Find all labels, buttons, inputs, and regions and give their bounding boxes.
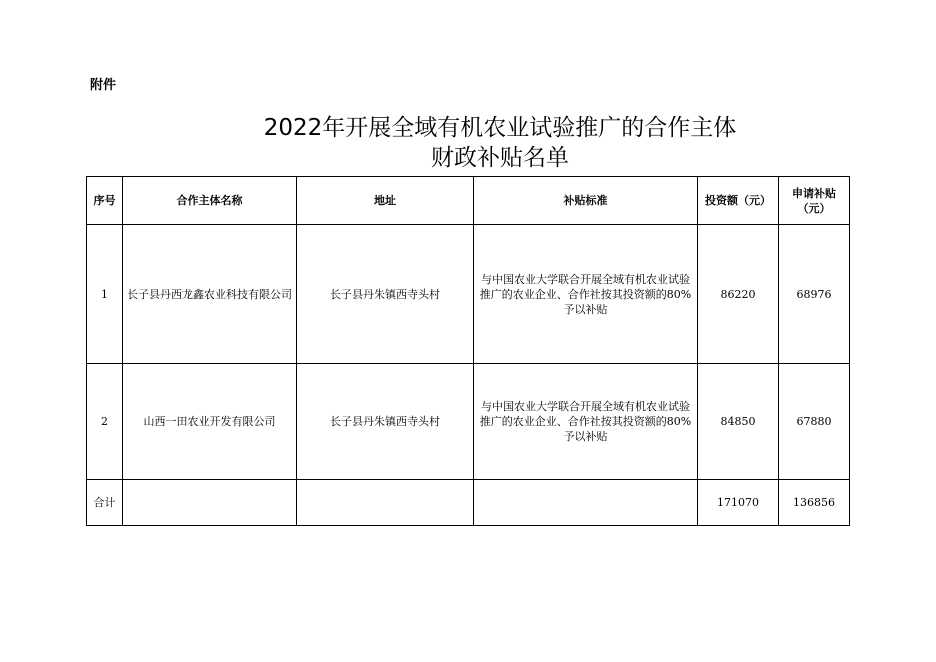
total-investment: 171070 [698,480,779,526]
row-index: 2 [87,364,123,480]
total-subsidy: 136856 [779,480,850,526]
total-empty-standard [474,480,698,526]
header-standard: 补贴标准 [474,177,698,225]
document-title-line2: 财政补贴名单 [431,145,569,171]
header-index: 序号 [87,177,123,225]
row-address: 长子县丹朱镇西寺头村 [297,225,474,364]
total-label: 合计 [87,480,123,526]
subsidy-table [86,176,850,526]
row-investment: 86220 [698,225,779,364]
row-index: 1 [87,225,123,364]
row-name: 山西一田农业开发有限公司 [123,364,297,480]
header-subsidy: 申请补贴（元） [779,177,850,225]
row-name: 长子县丹西龙鑫农业科技有限公司 [123,225,297,364]
attachment-label: 附件 [90,78,117,93]
row-standard: 与中国农业大学联合开展全域有机农业试验推广的农业企业、合作社按其投资额的80%予以补贴 [474,364,698,480]
header-investment: 投资额（元） [698,177,779,225]
total-empty-address [297,480,474,526]
row-standard: 与中国农业大学联合开展全域有机农业试验推广的农业企业、合作社按其投资额的80%予以补贴 [474,225,698,364]
total-empty-name [123,480,297,526]
header-address: 地址 [297,177,474,225]
row-subsidy: 68976 [779,225,850,364]
header-name: 合作主体名称 [123,177,297,225]
table-header-row [87,177,850,225]
row-investment: 84850 [698,364,779,480]
table-total-row [87,480,850,526]
row-address: 长子县丹朱镇西寺头村 [297,364,474,480]
row-subsidy: 67880 [779,364,850,480]
table-row [87,225,850,364]
document-title-line1: 2022年开展全域有机农业试验推广的合作主体 [263,115,737,141]
table-row [87,364,850,480]
